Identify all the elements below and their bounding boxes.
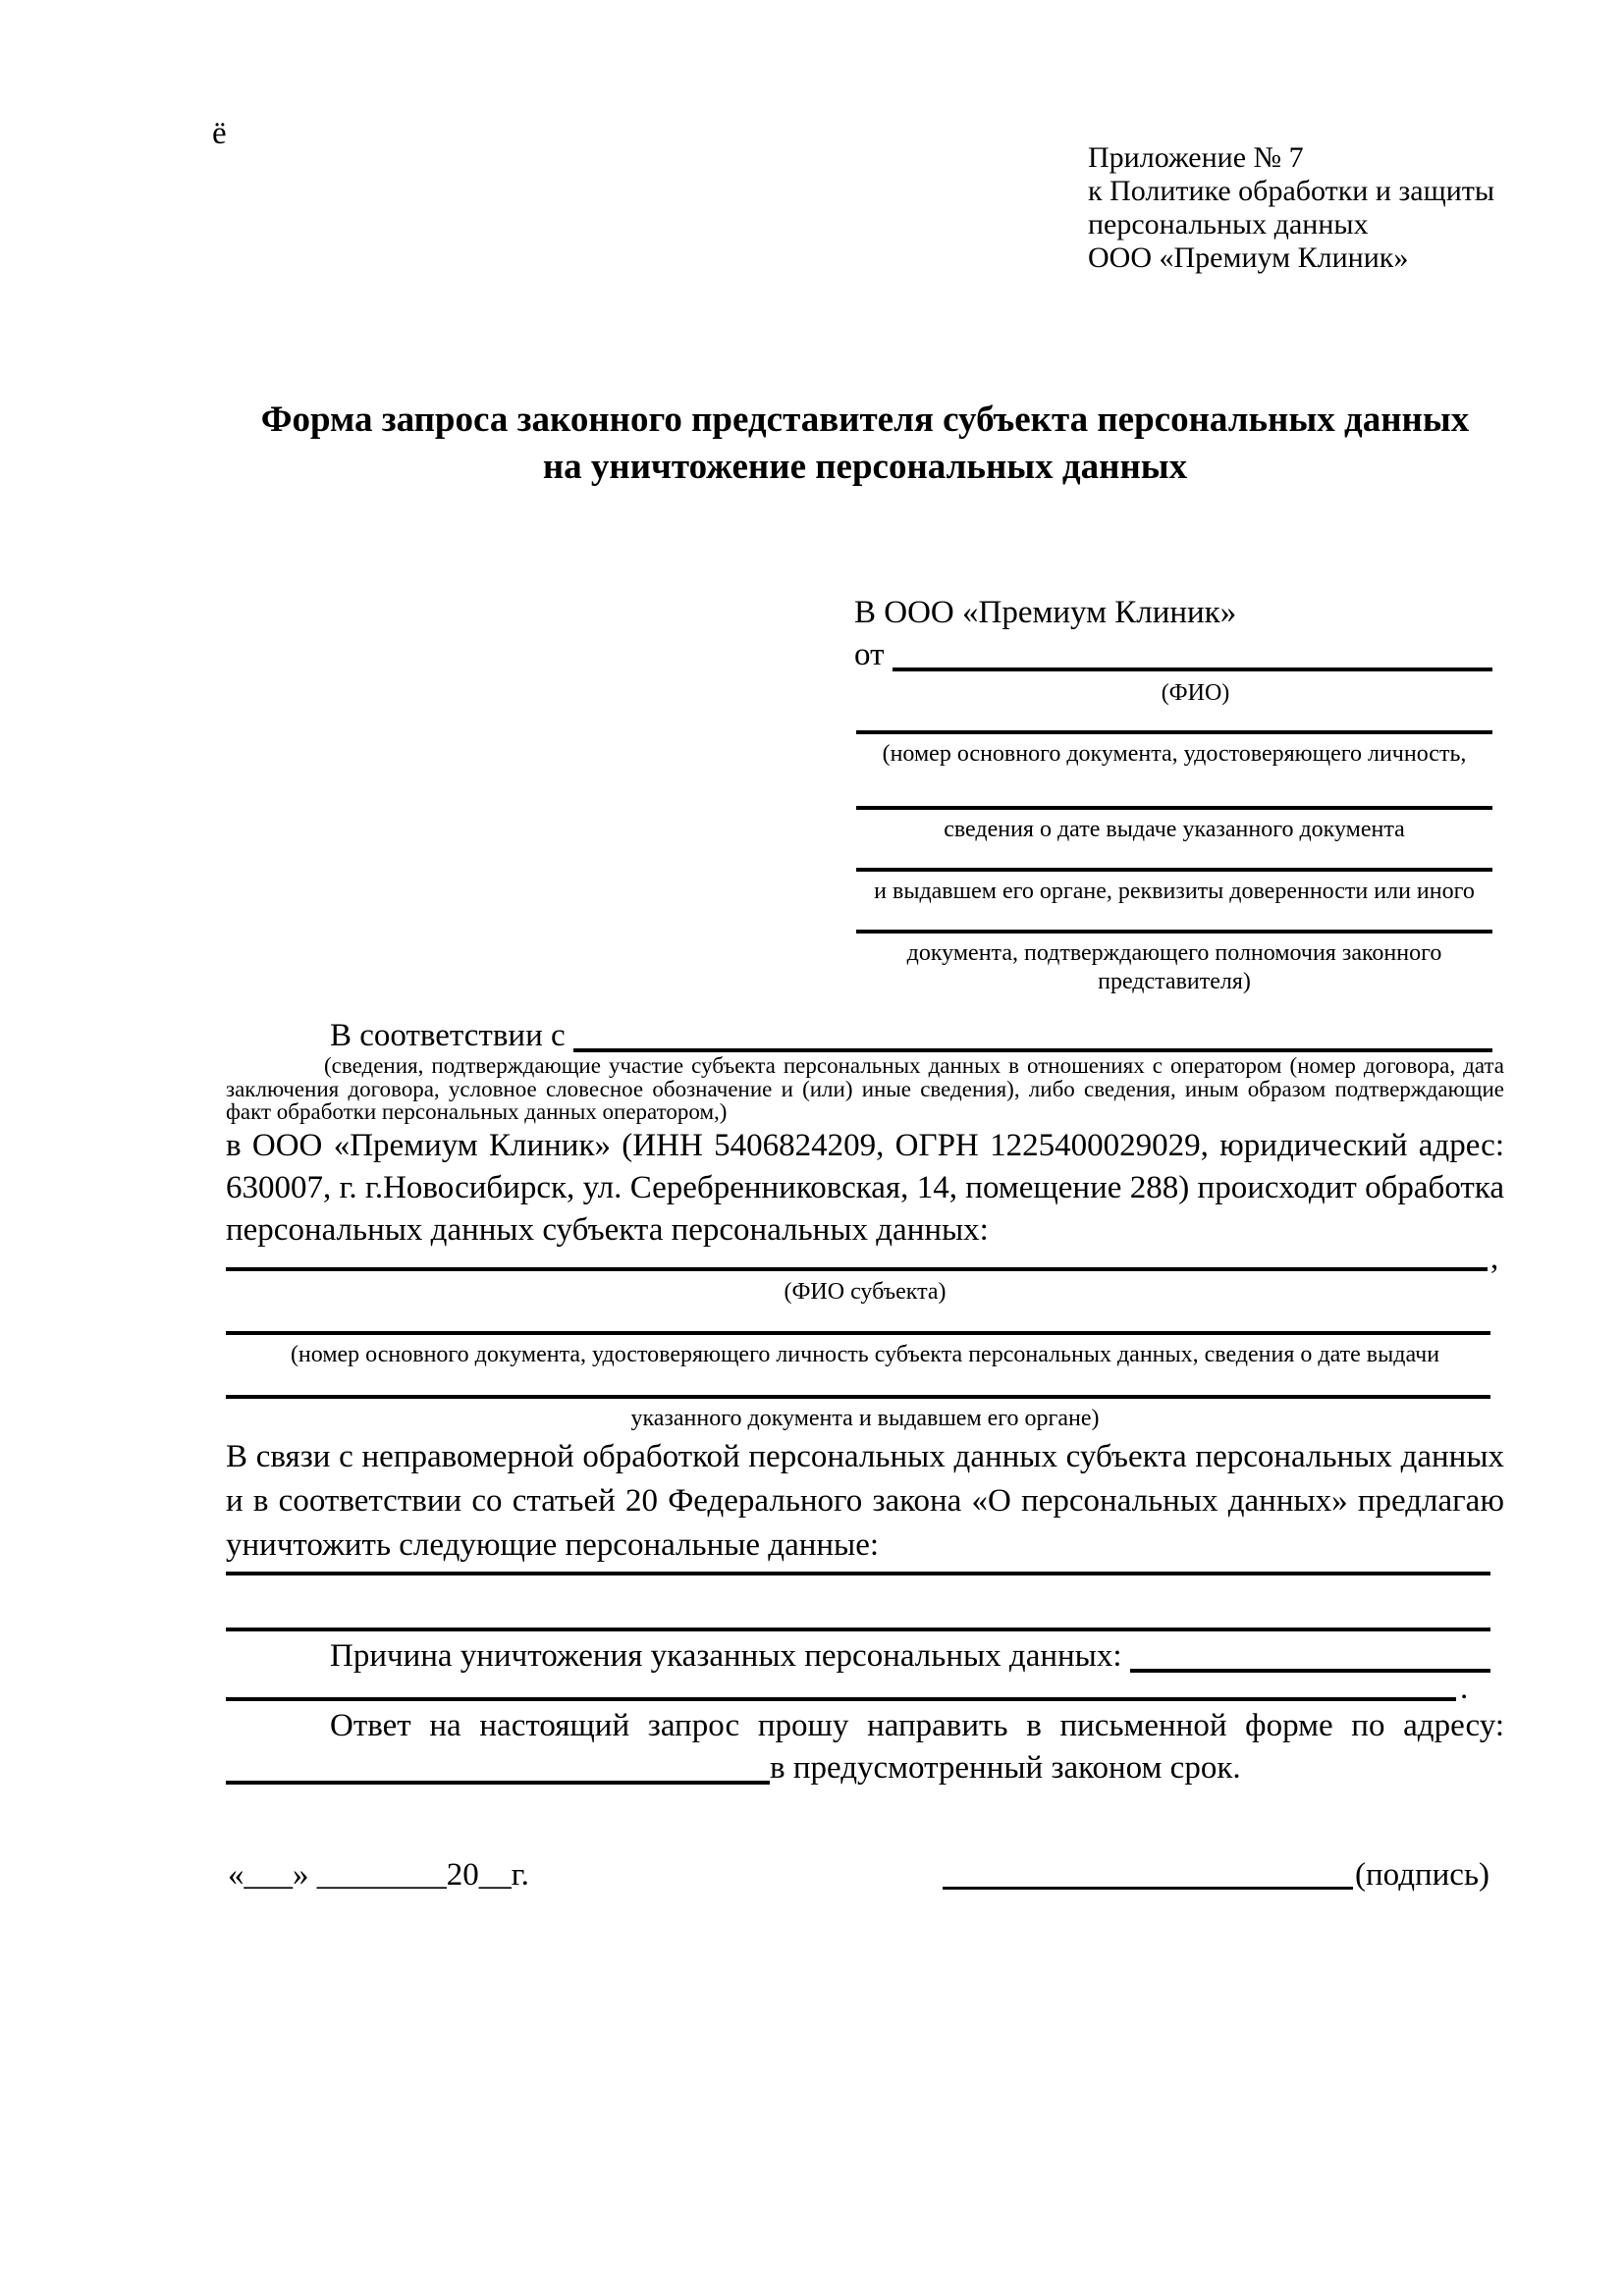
appendix-header-line: персональных данных <box>1088 208 1369 240</box>
reason-blank-line <box>1130 1669 1490 1673</box>
blank-line <box>856 730 1492 734</box>
blank-line <box>226 1331 1490 1335</box>
trailing-period: . <box>1460 1671 1469 1706</box>
doc-number-caption: (номер основного документа, удостоверяющего личность, <box>882 741 1467 767</box>
appendix-header-line: к Политике обработки и защиты <box>1088 175 1495 207</box>
blank-line <box>226 1395 1490 1399</box>
blank-line <box>226 1267 1488 1271</box>
from-blank-line <box>893 667 1493 671</box>
date-template: «___» ________20__г. <box>228 1857 529 1893</box>
doc-authority-caption: и выдавшем его органе, реквизиты доверенности или иного <box>874 879 1475 904</box>
document-title <box>226 397 1504 491</box>
from-label: от <box>854 636 885 672</box>
accordance-lead: В соответствии с <box>330 1017 566 1053</box>
reply-paragraph: Ответ на настоящий запрос прошу направить в письменной форме по адресу: <box>330 1708 1504 1743</box>
demand-paragraph: В связи с неправомерной обработкой персональных данных субъекта персональных данных и в соответствии со статьей 20 Федерального закона «О персональных данных» предлагаю уничтожить следующие персональные данные: <box>226 1439 1504 1563</box>
stray-character: ё <box>212 116 227 151</box>
accordance-blank-line <box>573 1048 1492 1052</box>
blank-line <box>226 1628 1490 1631</box>
address-blank-line <box>226 1781 770 1785</box>
reply-tail-row <box>226 1749 1241 1789</box>
appendix-header-line: ООО «Премиум Клиник» <box>1088 241 1409 274</box>
addressee-to: В ООО «Премиум Клиник» <box>854 595 1237 630</box>
subject-fio-caption: (ФИО субъекта) <box>784 1279 947 1305</box>
doc-powers-caption: документа, подтверждающего полномочия законного представителя) <box>906 940 1442 994</box>
signature-line <box>943 1887 1353 1890</box>
fio-caption: (ФИО) <box>1161 680 1230 706</box>
document-title-line2: на уничтожение персональных данных <box>542 447 1188 487</box>
operator-paragraph: в ООО «Премиум Клиник» (ИНН 5406824209, ОГРН 1225400029029, юридический адрес: 630007, г. г.Новосибирск, ул. Серебренниковская, 14, помещение 288) происходит обработка персональных данных субъекта персональных данных: <box>226 1128 1504 1248</box>
blank-line <box>856 806 1492 810</box>
reply-tail: в предусмотренный законом срок. <box>770 1749 1241 1786</box>
accordance-note: (сведения, подтверждающие участие субъекта персональных данных в отношениях с оператором (номер договора, дата заключения договора, условное словесное обозначение и (или) иные сведения), либо сведения, иным образом подтверждающие факт обработки персональных данных оператором,) <box>226 1053 1504 1124</box>
accordance-row <box>330 1017 1492 1056</box>
subject-doc-caption-2: указанного документа и выдавшем его органе) <box>630 1406 1100 1431</box>
from-row <box>854 636 1492 675</box>
doc-issue-date-caption: сведения о дате выдаче указанного документа <box>944 817 1405 842</box>
subject-doc-caption-1: (номер основного документа, удостоверяющего личность субъекта персональных данных, сведения о дате выдачи <box>290 1342 1440 1367</box>
blank-line <box>226 1572 1490 1575</box>
appendix-header-line: Приложение № 7 <box>1088 141 1304 174</box>
trailing-comma: , <box>1490 1241 1499 1276</box>
blank-line <box>856 930 1492 934</box>
document-title-line1: Форма запроса законного представителя субъекта персональных данных <box>260 400 1470 440</box>
reason-row <box>330 1637 1490 1677</box>
blank-line <box>856 868 1492 872</box>
reason-lead: Причина уничтожения указанных персональных данных: <box>330 1637 1122 1674</box>
appendix-header <box>1088 141 1494 275</box>
signature-caption: (подпись) <box>1355 1857 1489 1893</box>
blank-line <box>226 1697 1456 1701</box>
